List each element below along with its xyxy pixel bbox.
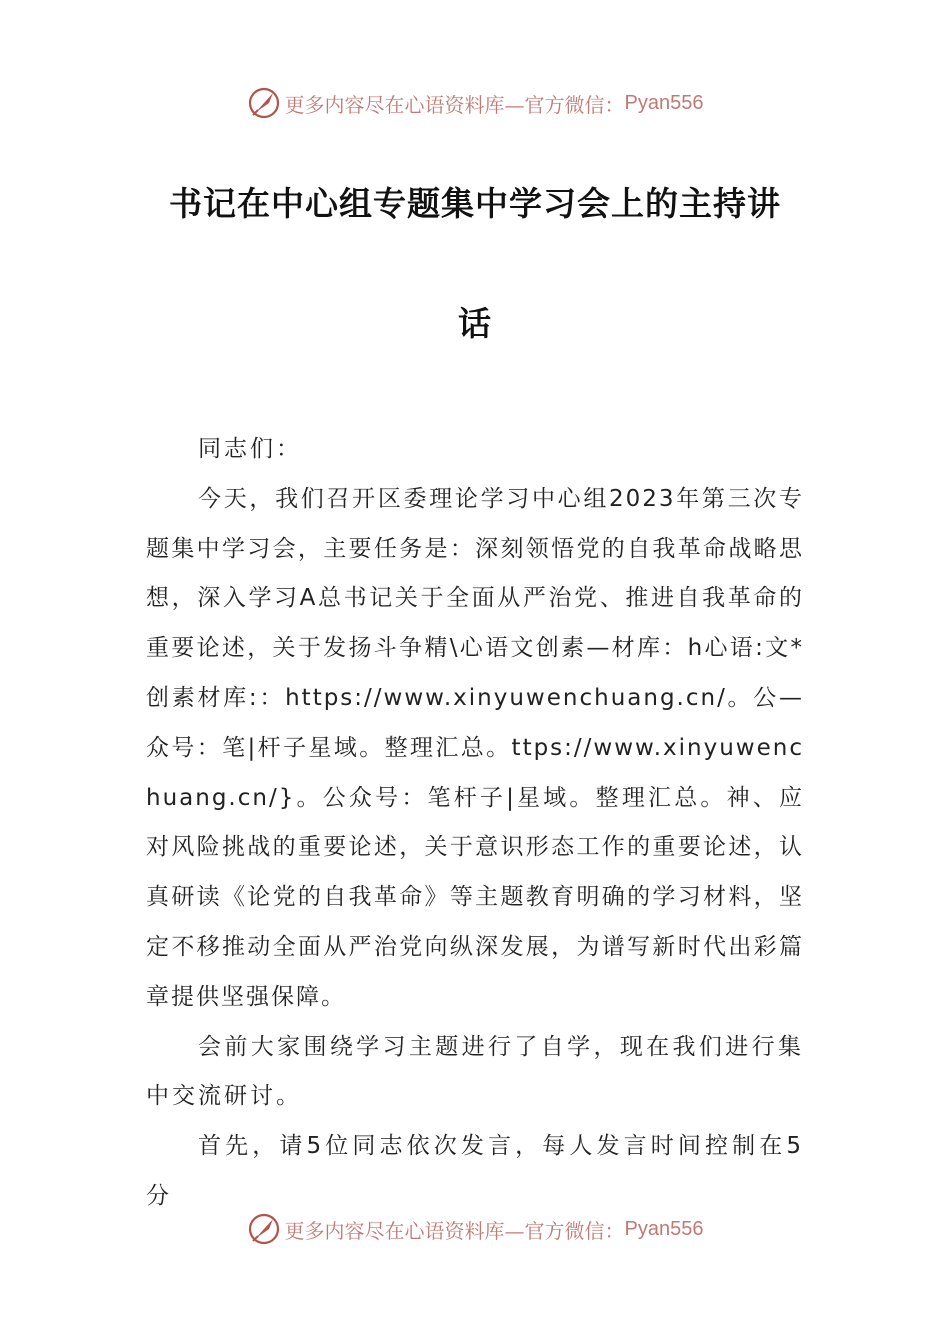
watermark-text: 更多内容尽在心语资料库—官方微信： bbox=[284, 1218, 625, 1243]
document-title-line-2: 话 bbox=[458, 304, 492, 343]
quill-logo-icon bbox=[247, 86, 281, 120]
quill-logo-icon bbox=[247, 1212, 281, 1246]
paragraph: 今天，我们召开区委理论学习中心组2023年第三次专题集中学习会，主要任务是：深刻领悟党的自我革命战略思想，深入学习A总书记关于全面从严治党、推进自我革命的重要论述，关于发扬斗争精\心语文创素—材库：h心语:文*创素材库:：https://www.xinyuwenchuang.cn/。公—众号：笔|杆子星域。整理汇总。ttps://www.xinyuwenchuang.cn/}。公众号：笔杆子|星域。整理汇总。神、应对风险挑战的重要论述，关于意识形态工作的重要论述，认真研读《论党的自我革命》等主题教育明确的学习材料，坚定不移推动全面从严治党向纵深发展，为谱写新时代出彩篇章提供坚强保障。 bbox=[146, 485, 804, 1010]
footer-watermark bbox=[0, 1209, 950, 1249]
salutation: 同志们： bbox=[198, 436, 302, 462]
paragraph: 会前大家围绕学习主题进行了自学，现在我们进行集中交流研讨。 bbox=[146, 1033, 804, 1110]
watermark-text: 更多内容尽在心语资料库—官方微信： bbox=[284, 92, 625, 117]
watermark-wechat-id: Pyan556 bbox=[624, 91, 704, 114]
document-body bbox=[146, 425, 804, 1222]
document-title-line-1: 书记在中心组专题集中学习会上的主持讲 bbox=[169, 184, 781, 223]
paragraph: 首先，请5位同志依次发言，每人发言时间控制在5分 bbox=[146, 1133, 804, 1209]
header-watermark bbox=[0, 83, 950, 123]
watermark-wechat-id: Pyan556 bbox=[624, 1217, 704, 1240]
